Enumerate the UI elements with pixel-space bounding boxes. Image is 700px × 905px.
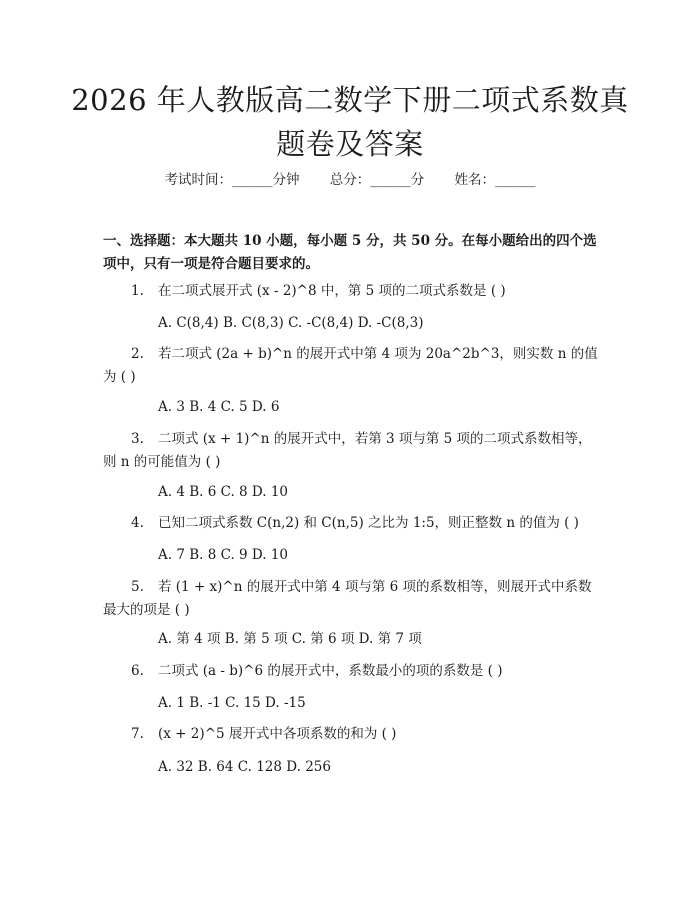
question-options: A. 32 B. 64 C. 128 D. 256 bbox=[158, 759, 331, 775]
question-item bbox=[103, 723, 603, 746]
question-text: 若 (1 + x)^n 的展开式中第 4 项与第 6 项的系数相等，则展开式中系数最大的项是 ( ) bbox=[103, 579, 592, 618]
total-score-field: 总分：______分 bbox=[329, 172, 425, 188]
question-item bbox=[103, 512, 603, 535]
question-number: 2. bbox=[131, 346, 144, 362]
question-number: 1. bbox=[131, 283, 144, 299]
section-heading: 一、选择题：本大题共 10 小题，每小题 5 分，共 50 分。在每小题给出的四个选项中，只有一项是符合题目要求的。 bbox=[103, 233, 597, 272]
question-number: 7. bbox=[131, 726, 144, 742]
question-item bbox=[103, 280, 603, 303]
exam-time-field: 考试时间：______分钟 bbox=[164, 172, 300, 188]
document-title: 2026 年人教版高二数学下册二项式系数真题卷及答案 bbox=[71, 83, 629, 161]
question-item bbox=[103, 660, 603, 683]
question-item bbox=[103, 343, 603, 389]
question-text: 已知二项式系数 C(n,2) 和 C(n,5) 之比为 1:5，则正整数 n 的值为 ( ) bbox=[158, 515, 579, 531]
question-options: A. C(8,4) B. C(8,3) C. -C(8,4) D. -C(8,3) bbox=[158, 315, 424, 331]
question-item bbox=[103, 428, 603, 474]
question-text: 在二项式展开式 (x - 2)^8 中，第 5 项的二项式系数是 ( ) bbox=[158, 283, 506, 299]
question-text: 若二项式 (2a + b)^n 的展开式中第 4 项为 20a^2b^3，则实数 n 的值为 ( ) bbox=[103, 346, 598, 385]
question-options: A. 1 B. -1 C. 15 D. -15 bbox=[158, 695, 306, 711]
student-name-field: 姓名：______ bbox=[454, 172, 536, 188]
question-options: A. 7 B. 8 C. 9 D. 10 bbox=[158, 547, 289, 563]
question-number: 3. bbox=[131, 431, 144, 447]
question-text: 二项式 (a - b)^6 的展开式中，系数最小的项的系数是 ( ) bbox=[158, 663, 503, 679]
question-number: 5. bbox=[131, 579, 144, 595]
question-text: 二项式 (x + 1)^n 的展开式中，若第 3 项与第 5 项的二项式系数相等，则 n 的可能值为 ( ) bbox=[103, 431, 592, 470]
question-options: A. 第 4 项 B. 第 5 项 C. 第 6 项 D. 第 7 项 bbox=[158, 631, 422, 647]
question-options: A. 3 B. 4 C. 5 D. 6 bbox=[158, 399, 280, 415]
exam-info-line bbox=[0, 168, 700, 188]
question-item bbox=[103, 576, 603, 622]
question-text: (x + 2)^5 展开式中各项系数的和为 ( ) bbox=[158, 726, 397, 742]
question-options: A. 4 B. 6 C. 8 D. 10 bbox=[158, 484, 289, 500]
question-number: 6. bbox=[131, 663, 144, 679]
question-number: 4. bbox=[131, 515, 144, 531]
